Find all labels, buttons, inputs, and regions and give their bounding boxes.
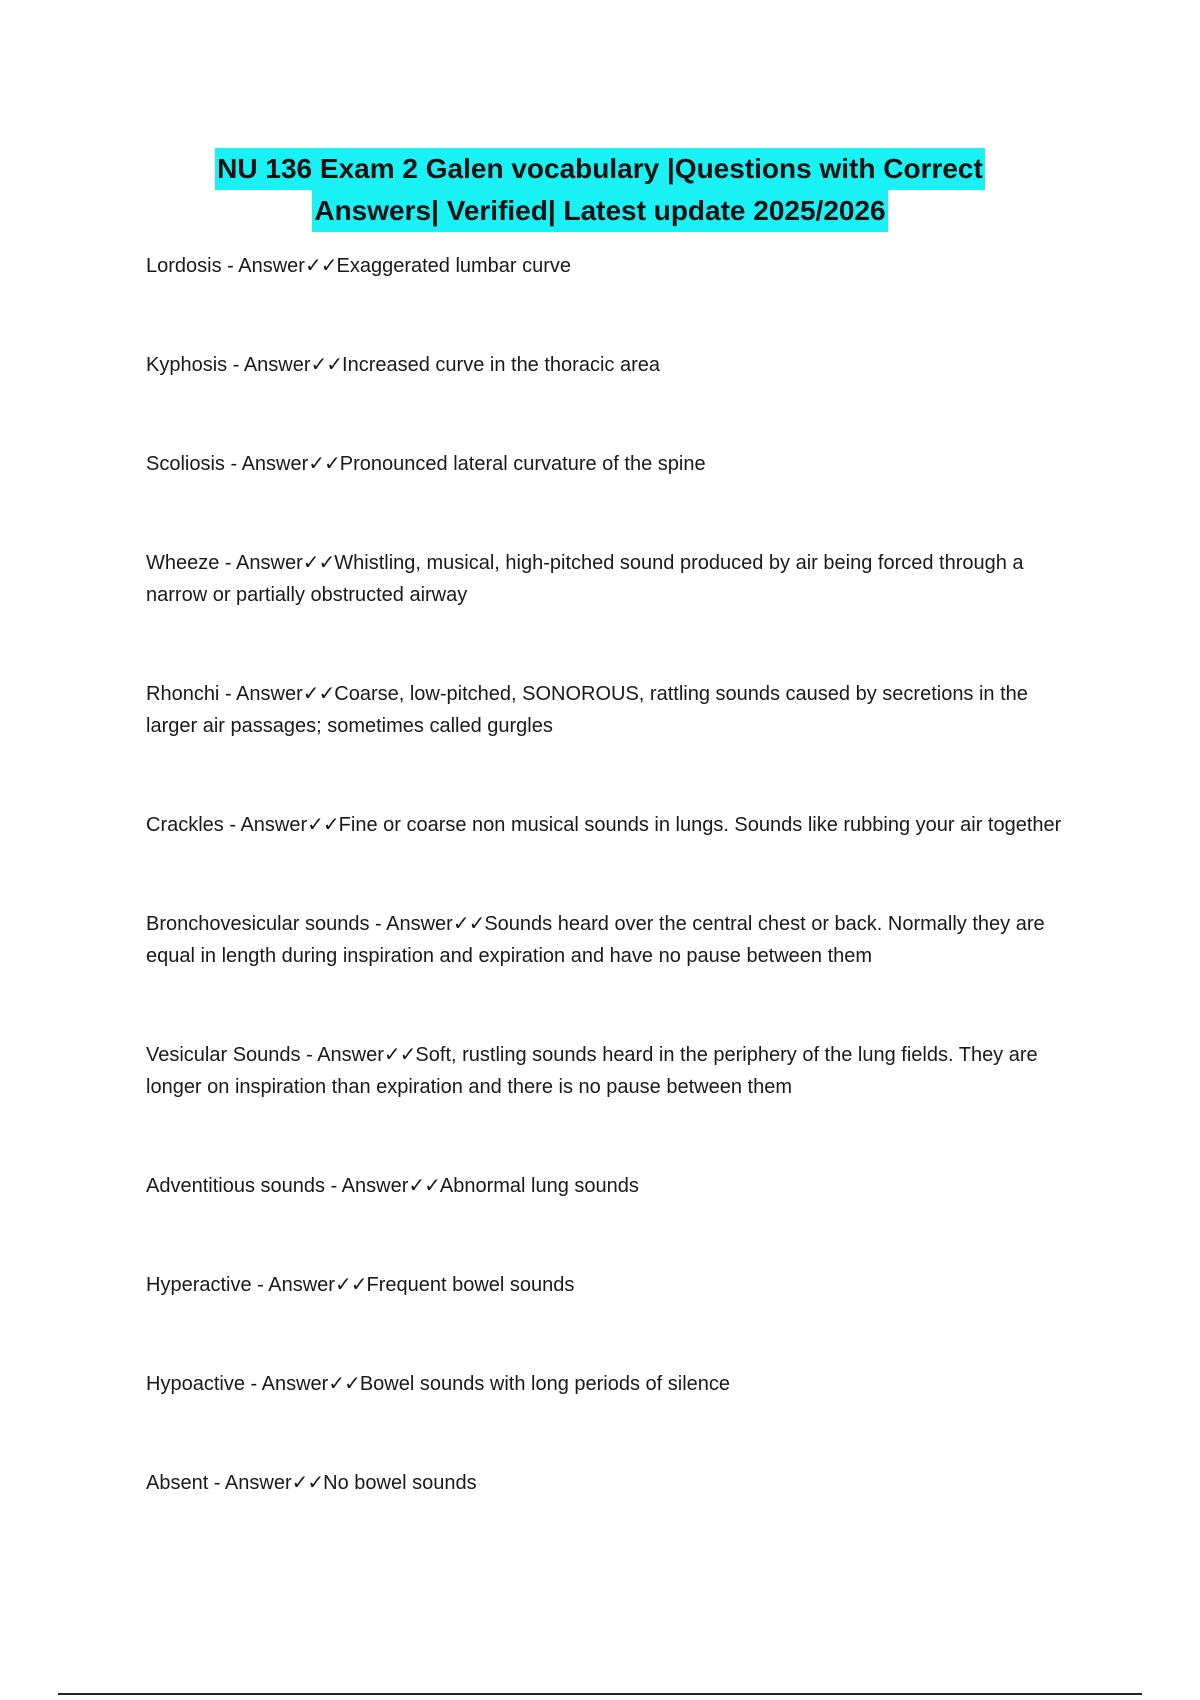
vocab-definition: Coarse, low-pitched, SONOROUS, rattling sounds caused by secretions in the larger air passages; sometimes called gurgles <box>146 683 1028 737</box>
double-check-icon: ✓✓ <box>302 683 335 705</box>
footer-divider <box>58 1693 1142 1695</box>
answer-separator: - Answer <box>219 683 303 705</box>
vocab-definition: Whistling, musical, high-pitched sound produced by air being forced through a narrow or partially obstructed airway <box>146 552 1024 606</box>
double-check-icon: ✓✓ <box>310 354 343 376</box>
vocab-entry-hypoactive <box>146 1368 1066 1400</box>
answer-separator: - Answer <box>223 814 308 836</box>
answer-separator: - Answer <box>221 255 305 277</box>
vocab-term: Hyperactive <box>146 1274 252 1296</box>
vocab-definition: Pronounced lateral curvature of the spine <box>339 453 706 475</box>
vocab-definition: Exaggerated lumbar curve <box>336 255 572 277</box>
vocab-definition: Fine or coarse non musical sounds in lungs. Sounds like rubbing your air together <box>338 814 1062 836</box>
answer-separator: - Answer <box>300 1044 384 1066</box>
vocab-term: Crackles <box>146 814 224 836</box>
answer-separator: - Answer <box>251 1274 335 1296</box>
answer-separator: - Answer <box>325 1175 409 1197</box>
vocab-entry-vesicular-sounds <box>146 1039 1066 1103</box>
answer-separator: - Answer <box>224 453 309 475</box>
double-check-icon: ✓✓ <box>307 814 339 836</box>
double-check-icon: ✓✓ <box>291 1472 324 1494</box>
vocab-term: Kyphosis <box>146 354 228 376</box>
vocab-entry-bronchovesicular-sounds <box>146 908 1066 972</box>
answer-separator: - Answer <box>219 552 303 574</box>
double-check-icon: ✓✓ <box>334 1274 367 1296</box>
vocab-entry-rhonchi <box>146 678 1066 742</box>
vocab-definition: Abnormal lung sounds <box>439 1175 639 1197</box>
vocab-definition: No bowel sounds <box>323 1472 477 1494</box>
double-check-icon: ✓✓ <box>328 1373 360 1395</box>
vocab-term: Scoliosis <box>146 453 225 475</box>
double-check-icon: ✓✓ <box>452 913 485 935</box>
vocab-entry-absent <box>146 1467 1066 1499</box>
vocab-entry-kyphosis <box>146 349 1066 381</box>
vocab-definition: Sounds heard over the central chest or back. Normally they are equal in length during inspiration and expiration and have no pause between them <box>146 913 1045 967</box>
vocab-definition: Frequent bowel sounds <box>366 1274 575 1296</box>
vocabulary-list <box>146 250 1066 1566</box>
vocab-entry-scoliosis <box>146 448 1066 480</box>
answer-separator: - Answer <box>208 1472 292 1494</box>
vocab-entry-crackles <box>146 809 1066 841</box>
double-check-icon: ✓✓ <box>408 1175 440 1197</box>
vocab-term: Absent <box>146 1472 209 1494</box>
vocab-term: Wheeze <box>146 552 220 574</box>
answer-separator: - Answer <box>369 913 453 935</box>
double-check-icon: ✓✓ <box>304 255 337 277</box>
vocab-term: Lordosis <box>146 255 222 277</box>
vocab-entry-wheeze <box>146 547 1066 611</box>
title-line-2: Answers| Verified| Latest update 2025/2026 <box>312 190 887 232</box>
vocab-definition: Soft, rustling sounds heard in the periphery of the lung fields. They are longer on inspiration than expiration and there is no pause between them <box>146 1044 1038 1098</box>
answer-separator: - Answer <box>227 354 311 376</box>
double-check-icon: ✓✓ <box>302 552 335 574</box>
vocab-term: Hypoactive <box>146 1373 245 1395</box>
answer-separator: - Answer <box>244 1373 329 1395</box>
document-title <box>0 148 1200 232</box>
double-check-icon: ✓✓ <box>308 453 340 475</box>
vocab-definition: Increased curve in the thoracic area <box>342 354 660 376</box>
double-check-icon: ✓✓ <box>383 1044 416 1066</box>
vocab-entry-hyperactive <box>146 1269 1066 1301</box>
vocab-term: Bronchovesicular sounds <box>146 913 370 935</box>
vocab-entry-lordosis <box>146 250 1066 282</box>
vocab-term: Vesicular Sounds <box>146 1044 301 1066</box>
vocab-entry-adventitious-sounds <box>146 1170 1066 1202</box>
vocab-term: Adventitious sounds <box>146 1175 326 1197</box>
title-line-1: NU 136 Exam 2 Galen vocabulary |Questions with Correct <box>215 148 985 190</box>
vocab-definition: Bowel sounds with long periods of silence <box>359 1373 731 1395</box>
vocab-term: Rhonchi <box>146 683 220 705</box>
